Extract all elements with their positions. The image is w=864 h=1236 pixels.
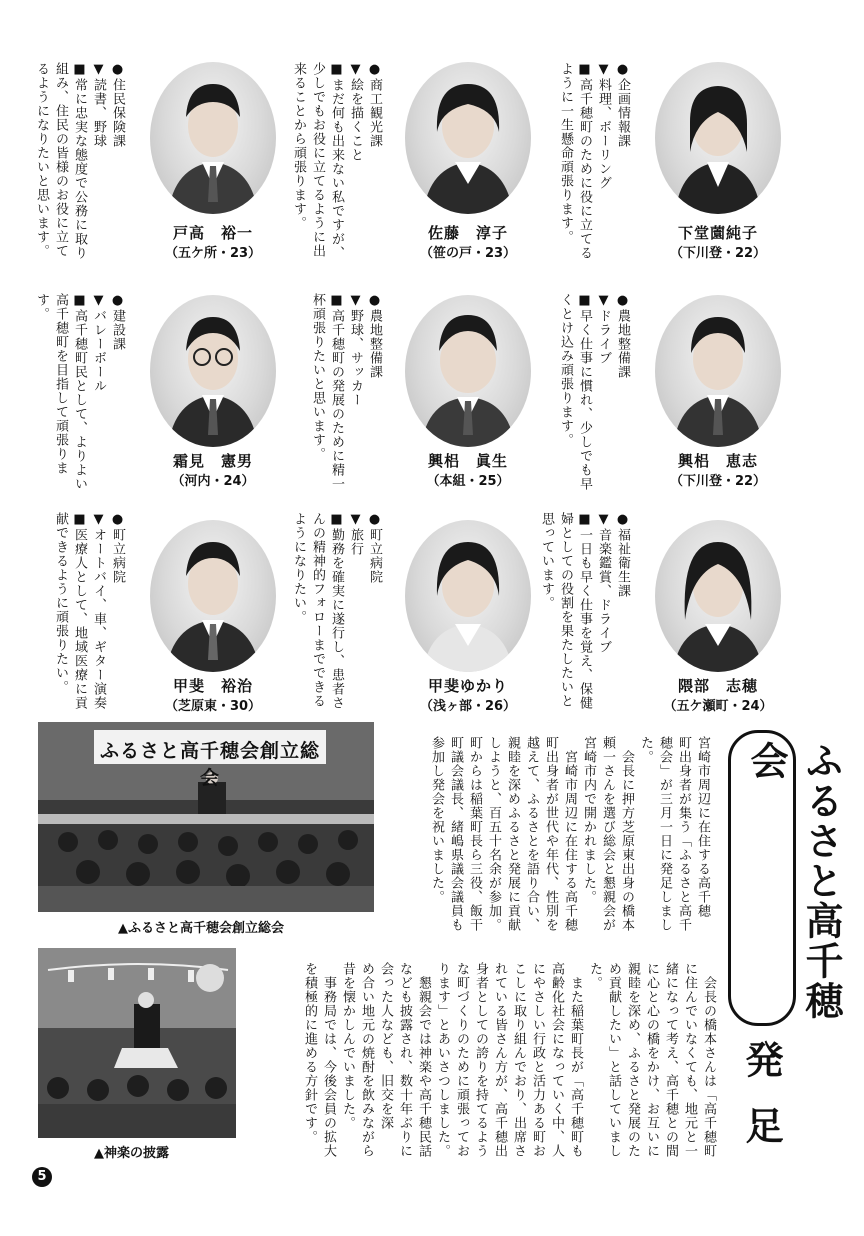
meeting-photo-caption: ▲ふるさと高千穂会創立総会 xyxy=(118,921,284,936)
kagura-photo xyxy=(38,948,236,1138)
profile-name: 佐藤 淳子 xyxy=(427,224,508,242)
profile-info: （河内・24） xyxy=(171,474,255,489)
article-body-upper: 宮崎市周辺に在住する高千穂 町出身者が集う「ふるさと高千 穂会」が三月一日に発足しまし た。 会長に押方芝原東出身の橋本 頼一さんを選び総会と懇親会が 宮崎市内で開かれました。 宮崎市周辺に在住する高千穂 町出身者が世代や年代、性別を 越えて、ふるさとを語り合い、 親睦を深めふるさと発展に貢献 しようと、百五十名余が参加。 町からは稲葉町長ら三役、飯干 町議会議長、緒嶋県議会議員も 参加し発会を祝いました。 xyxy=(429,736,710,932)
profile-info: （五ケ所・23） xyxy=(164,246,262,261)
profile-name: 隈部 志穂 xyxy=(677,677,758,695)
profile-photo xyxy=(405,295,531,447)
profile-text: ●町立病院 ▼旅行 ■勤務を確実に遂行し、患者さ んの精神的フォローまでできる ようになりたい。 xyxy=(291,512,382,710)
profile-text: ●町立病院 ▼オートバイ、車、ギター演奏 ■医療人として、地域医療に貢 献できるように頑張りたい。 xyxy=(53,512,125,710)
profile-text: ●福祉衛生課 ▼音楽鑑賞、ドライブ ■一日も早く仕事を覚え、保健 婦としての役割を果たしたいと 思っています。 xyxy=(539,512,630,710)
profile-photo xyxy=(150,62,276,214)
page-number: 5 xyxy=(32,1167,52,1187)
profile-name: 興梠 恵志 xyxy=(677,452,758,470)
profile-name: 甲斐 裕治 xyxy=(172,677,253,695)
profile-photo xyxy=(655,295,781,447)
profile-name: 下堂薗純子 xyxy=(677,224,758,242)
profile-info: （笹の戸・23） xyxy=(419,246,517,261)
meeting-banner: ふるさと高千穂会創立総会 xyxy=(99,740,320,789)
profile-photo xyxy=(405,520,531,672)
profile-info: （五ケ瀬町・24） xyxy=(663,699,773,714)
profile-info: （本組・25） xyxy=(426,474,510,489)
profile-info: （下川登・22） xyxy=(669,246,767,261)
article-body-lower: 会長の橋本さんは「高千穂町 に住んでいなくても、地元と一 緒になって考え、高千穂との間 に心と心の橋をかけ、お互いに 親睦を深め、ふるさと発展のた め貢献したい」と話していまし た。 また稲葉町長が「高千穂町も 高齢化社会になっていく中、人 にやさしい行政と活力ある町お こしに取り組んでおり、出席さ れている皆さん方が、高千穂出 身者としての誇りを持てるよう な町づくりのために頑張ってお ります」とあいさつしました。 懇親会では神楽や高千穂民話 なども披露され、数十年ぶりに 会った人なども、旧交を深 め合い地元の焼酎を飲みながら 昔を懐かしんでいました。 事務局では、今後会員の拡大 を積極的に進める方針です。 xyxy=(302,962,716,1158)
profile-photo xyxy=(150,520,276,672)
profile-text: ●住民保険課 ▼読書、野球 ■常に忠実な態度で公務に取り 組み、住民の皆様のお役に立て るようになりたいと思います。 xyxy=(34,62,125,260)
profile-name: 戸高 裕一 xyxy=(172,224,253,242)
profile-name: 甲斐ゆかり xyxy=(427,677,508,695)
profile-info: （浅ヶ部・26） xyxy=(419,699,517,714)
article-title: ふるさと高千穂会 xyxy=(744,741,843,1021)
profile-photo xyxy=(655,62,781,214)
profile-text: ●農地整備課 ▼ドライブ ■早く仕事に慣れ、少しでも早 くとけ込み頑張ります。 xyxy=(558,293,630,491)
article-title-box xyxy=(728,730,843,1026)
kagura-photo-caption: ▲神楽の披露 xyxy=(94,1146,169,1161)
profile-text: ●農地整備課 ▼野球、サッカー ■高千穂町の発展のために精一 杯頑張りたいと思います。 xyxy=(310,293,382,491)
profile-photo xyxy=(150,295,276,447)
meeting-photo xyxy=(38,722,374,912)
profile-text: ●建設課 ▼バレーボール ■高千穂町民として、よりよい 高千穂町を目指して頑張ります。 xyxy=(34,293,125,491)
profile-info: （芝原東・30） xyxy=(164,699,262,714)
profile-photo xyxy=(405,62,531,214)
profile-text: ●商工観光課 ▼絵を描くこと ■まだ何も出来ない私ですが、 少しでもお役に立てるように出 来ることから頑張ります。 xyxy=(291,62,382,260)
article-subtitle: 発足 xyxy=(739,1040,783,1172)
profile-name: 興梠 眞生 xyxy=(427,452,508,470)
profile-text: ●企画情報課 ▼料理、ボーリング ■高千穂町のために役に立てる ように一生懸命頑張ります。 xyxy=(558,62,630,260)
profile-name: 霜見 憲男 xyxy=(172,452,253,470)
profile-photo xyxy=(655,520,781,672)
profile-info: （下川登・22） xyxy=(669,474,767,489)
